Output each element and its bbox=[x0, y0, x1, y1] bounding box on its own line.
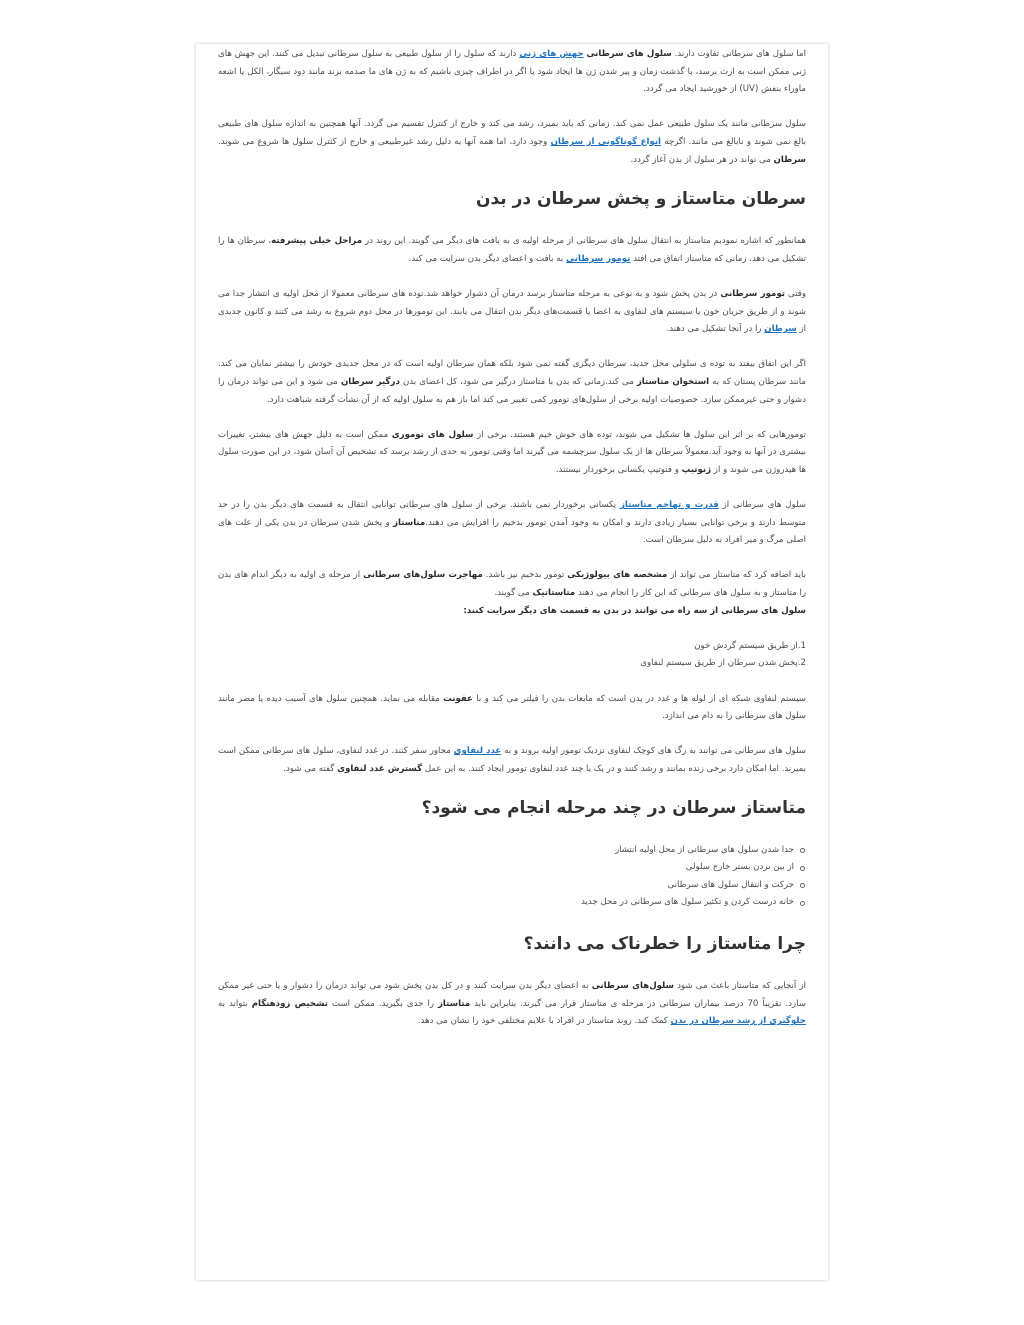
heading-metastasis-spread: سرطان متاستاز و پخش سرطان در بدن bbox=[475, 189, 806, 210]
link-cancer-tumor[interactable]: تومور سرطانی bbox=[566, 253, 631, 264]
link-cancer[interactable]: سرطان bbox=[764, 324, 797, 335]
list-item: 2.پخش شدن سرطان از طریق سیستم لنفاوی bbox=[640, 658, 806, 669]
link-lymph-nodes[interactable]: غدد لنفاوی bbox=[453, 746, 502, 757]
bold-text: درگیر سرطان bbox=[340, 376, 400, 387]
link-cancer-types[interactable]: انواع گوناگونی از سرطان bbox=[550, 136, 661, 147]
paragraph-lymph-nodes: سلول های سرطانی می توانند به رگ های کوچک لنفاوی نزدیک تومور اولیه بروند و به غدد لنفاوی مجاور سفر کنند. در غدد لنفاوی، سلول های سرطانی ممکن است بمیرند. اما امکان دارد برخی زنده بمانند و رشد کنند و در یک یا چند غدد لنفاوی تومور ایجاد کنند. به این عمل گسترش غدد لنفاوی گفته می شود. bbox=[218, 746, 806, 774]
bold-text: سلول‌های سرطانی bbox=[591, 980, 675, 991]
paragraph-lymph-system: سیستم لنفاوی شبکه ای از لوله ها و غدد در بدن است که مایعات بدن را فیلتر می کند و با عفونت مقابله می نماید. همچنین سلول های آسیب دیده یا مضر مانند سلول های سرطانی را به دام می اندازد. bbox=[218, 693, 806, 722]
paragraph-new-site: اگر این اتفاق بیفتد به توده ی سلولی محل جدید، سرطان دیگری گفته نمی شود بلکه همان سرطان اولیه است که در محل جدیدی خودش را بیشتر نمایان می کند. مانند سرطان پستان که به استخوان متاستاز می کند.زمانی که بدن با متاستاز درگیر می شود، کل اعضای بدن درگیر سرطان می شود و این می تواند درمان را دشوار و حتی غیرممکن سازد. خصوصیات اولیه برخی از سلول‌های تومور کمی تغییر می کند اما باز هم به سلول اولیه که از آن نشأت گرفته شباهت دارد. bbox=[218, 359, 807, 405]
link-prevent-cancer-growth[interactable]: جلوگیری از رشد سرطان در بدن bbox=[670, 1016, 806, 1027]
heading-metastasis-stages: متاستاز سرطان در چند مرحله انجام می شود؟ bbox=[421, 797, 806, 818]
stages-list bbox=[218, 842, 806, 912]
list-item: حرکت و انتقال سلول های سرطانی bbox=[218, 877, 794, 895]
bold-text: مهاجرت سلول‌های سرطانی bbox=[363, 570, 483, 581]
paragraph-tumor-cells: تومورهایی که بر اثر این سلول ها تشکیل می شوند، توده های خوش خیم هستند. برخی از سلول های توموری ممکن است به دلیل جهش های بیشتر، تغییرات بیشتری در آنها به وجود آید.معمولاً سرطان ها از یک سلول سرچشمه می گیرند اما وقتی تومور به حدی از رشد برسد که تشخیص آن آسان شود، در این صورت سلول ها هیدروژن می شوند و از ژنوتیپ و فنوتیپ یکسانی برخوردار نیستند. bbox=[218, 429, 806, 475]
bold-text: گسترش غدد لنفاوی bbox=[337, 763, 423, 774]
paragraph-cancer-cell-behavior: سلول سرطانی مانند یک سلول طبیعی عمل نمی کند. زمانی که باید بمیرد، رشد می کند و خارج از کنترل تقسیم می گردد. آنها همچنین به اندازه سلول های طبیعی بالغ نمی شوند و نابالغ می مانند. اگرچه انواع گوناگونی از سرطان وجود دارد، اما همه آنها به دلیل رشد غیرطبیعی و خارج از کنترل سلول ها شروع می شوند. سرطان می تواند در هر سلول از بدن آغاز گردد. bbox=[218, 119, 806, 165]
bold-text: استخوان متاستاز bbox=[636, 376, 710, 387]
paragraph-biological-features: باید اضافه کرد که متاستاز می تواند از مشخصه های بیولوژیکی تومور بدخیم نیز باشد. مهاجرت سلول‌های سرطانی از مرحله ی اولیه به دیگر اندام های بدن را متاستاز و به سلول های سرطانی که این کار را انجام می دهند متاستاتیک می گویند. bbox=[218, 570, 806, 599]
link-metastasis-power[interactable]: قدرت و تهاجم متاستاز bbox=[619, 500, 719, 511]
list-item: 1.از طریق سیستم گردش خون bbox=[694, 640, 806, 651]
paragraph-three-ways bbox=[218, 603, 806, 621]
article-content bbox=[218, 44, 806, 1031]
paragraph-metastasis-intro: همانطور که اشاره نمودیم متاستاز به انتقال سلول های سرطانی از مرحله اولیه ی به بافت های دیگر می گویند. این روند در مراحل خیلی پیشرفته، سرطان ها را تشکیل می دهد. زمانی که متاستاز اتفاق می افتد تومور سرطانی به بافت و اعضای دیگر بدن سرایت می کند. bbox=[218, 236, 806, 264]
heading-why-dangerous: چرا متاستاز را خطرناک می دانند؟ bbox=[523, 933, 806, 954]
bold-text: مراحل خیلی پیشرفته bbox=[271, 236, 363, 247]
article-page bbox=[196, 44, 828, 1280]
paragraph-metastasis-power: سلول های سرطانی از قدرت و تهاجم متاستاز یکسانی برخوردار نمی باشند. برخی از سلول های سرطانی توانایی انتقال به قسمت های دیگر بدن را در حد متوسط دارند و برخی توانایی بسیار زیادی دارند و امکان به وجود آمدن تومور بدخیم را افزایش می دهند.متاستاز و پخش شدن سرطان در بدن یکی از علت های اصلی مرگ و میر افراد به دلیل سرطان است. bbox=[218, 500, 806, 546]
link-genetic-mutations[interactable]: جهش های ژنی bbox=[519, 49, 584, 59]
bold-text: سلول های سرطانی از سه راه می توانند در بدن به قسمت های دیگر سرایت کنند: bbox=[463, 605, 806, 616]
bold-text: سلول های سرطانی bbox=[586, 49, 672, 59]
list-item: خانه درست کردن و تکثیر سلول های سرطانی در محل جدید bbox=[218, 894, 794, 912]
bold-text: تشخیص زودهنگام bbox=[251, 998, 329, 1009]
bold-text: عفونت bbox=[443, 693, 473, 704]
bold-text: متاستاتیک bbox=[532, 588, 576, 599]
bold-text: سرطان bbox=[773, 154, 806, 165]
list-item: از بین بردن بستر خارج سلولی bbox=[218, 859, 794, 877]
paragraph-tumor-spread: وقتی تومور سرطانی در بدن پخش شود و به نوعی به مرحله متاستاز برسد درمان آن دشوار خواهد شد.توده های سرطانی معمولا از محل اولیه ی انتشار جدا می شوند و از طریق جریان خون یا سیستم های لنفاوی به اعضا یا قسمت‌های دیگر بدن انتقال می یابند. این تومورها در محل دوم شروع به رشد می کنند و کانون جدیدی از سرطان را در آنجا تشکیل می دهند. bbox=[218, 288, 806, 335]
bold-text: ژنوتیپ bbox=[681, 464, 712, 475]
paragraph-genetic-mutations: اما سلول های سرطانی تفاوت دارند. سلول های سرطانی جهش های ژنی دارند که سلول را از سلول طبیعی به سلول سرطانی تبدیل می کنند. این جهش های ژنی ممکن است به ارث برسد، با گذشت زمان و پیر شدن ژن ها ایجاد شود یا اگر در اطراف چیزی باشیم که به ژن های ما صدمه بزند مانند دود سیگار، الکل یا اشعه ماوراء بنفش (UV) از خورشید ایجاد می گردد. bbox=[218, 49, 807, 95]
list-item: جدا شدن سلول های سرطانی از محل اولیه انتشار bbox=[218, 842, 794, 860]
spread-ways-list bbox=[218, 638, 806, 673]
paragraph-why-dangerous: از آنجایی که متاستاز باعث می شود سلول‌های سرطانی به اعضای دیگر بدن سرایت کنند و در کل بدن پخش شود می تواند درمان را دشوار و یا حتی غیر ممکن سازد. تقریباً 70 درصد بیماران سرطانی در مرحله ی متاستاز قرار می گیرند. بنابراین باید متاستاز را جدی بگیرید. ممکن است تشخیص زودهنگام بتواند به جلوگیری از رشد سرطان در بدن کمک کند. روند متاستاز در افراد با علایم مختلفی خود را نشان می دهد. bbox=[218, 980, 807, 1027]
bold-text: متاستاز bbox=[437, 998, 471, 1009]
bold-text: تومور سرطانی bbox=[720, 288, 785, 299]
bold-text: سلول های توموری bbox=[391, 429, 474, 440]
bold-text: مشخصه های بیولوژیکی bbox=[567, 570, 668, 581]
bold-text: متاستاز bbox=[393, 517, 426, 528]
